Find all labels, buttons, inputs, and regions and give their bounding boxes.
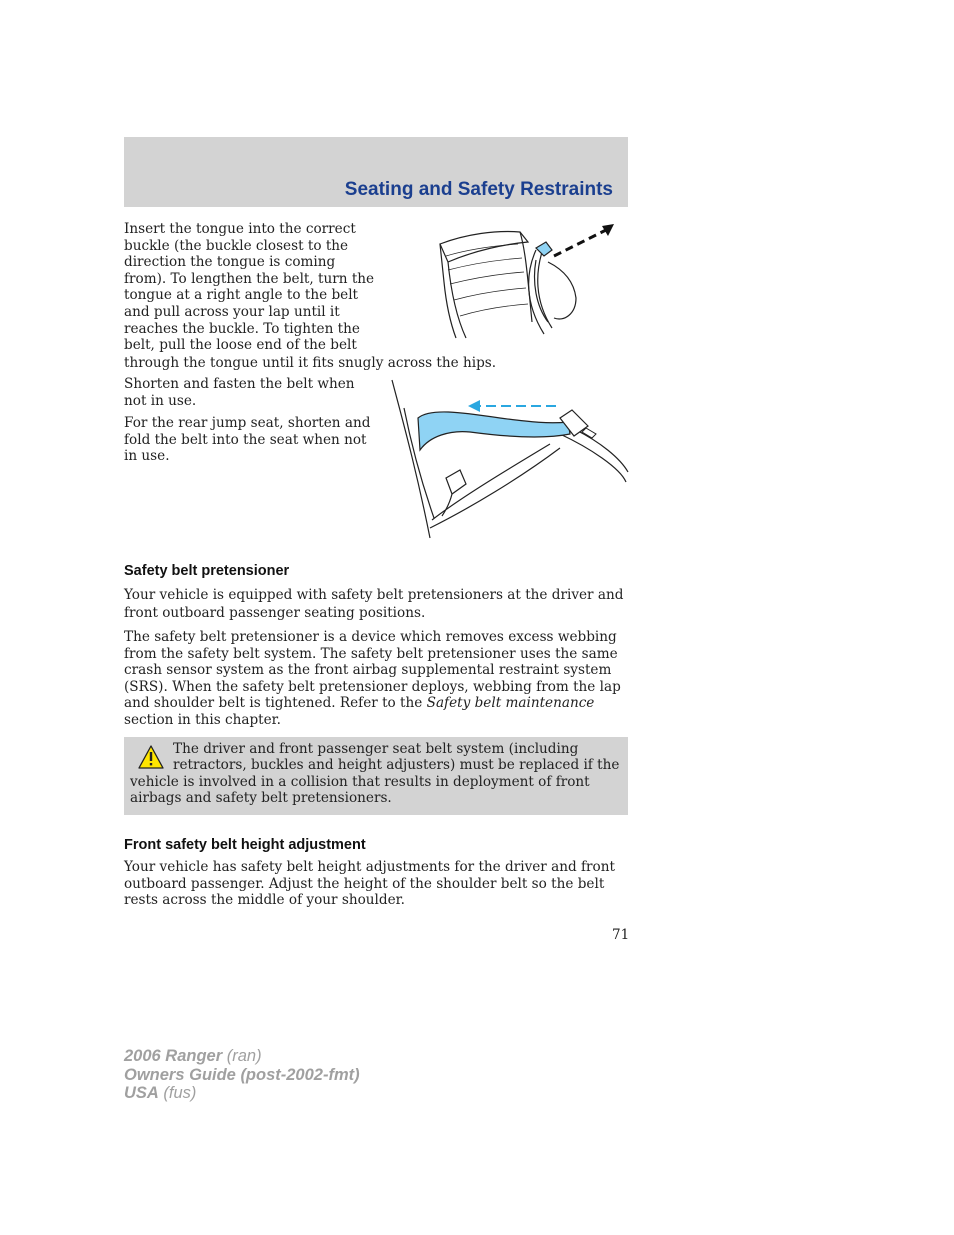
footer-market-code: (fus) bbox=[158, 1084, 197, 1102]
page-number: 71 bbox=[612, 927, 630, 943]
text-line: direction the tongue is coming bbox=[124, 254, 336, 271]
text-line: in use. bbox=[124, 448, 170, 465]
pretensioner-paragraph-2 bbox=[124, 629, 628, 729]
text-line: Your vehicle is equipped with safety belt pretensioners at the driver and bbox=[124, 587, 624, 603]
pretensioner-heading: Safety belt pretensioner bbox=[124, 563, 290, 579]
footer-market: USA bbox=[124, 1084, 159, 1102]
section-header-band bbox=[124, 137, 628, 207]
text-line: reaches the buckle. To tighten the bbox=[124, 320, 360, 337]
document-footer bbox=[124, 1047, 360, 1103]
cross-reference: Safety belt maintenance bbox=[426, 695, 595, 712]
text-line: (SRS). When the safety belt pretensioner deploys, webbing from the lap bbox=[124, 678, 621, 695]
text-line: buckle (the buckle closest to the bbox=[124, 237, 349, 254]
text-line: Your vehicle has safety belt height adjustments for the driver and front bbox=[124, 859, 615, 875]
section-title: Seating and Safety Restraints bbox=[344, 179, 613, 200]
text-line: section in this chapter. bbox=[124, 711, 281, 728]
text-line: fold the belt into the seat when not bbox=[124, 431, 367, 448]
warning-text-line-2: retractors, buckles and height adjusters) must be replaced if the bbox=[173, 757, 620, 773]
text-line: For the rear jump seat, shorten and bbox=[124, 415, 371, 431]
height-adjustment-heading: Front safety belt height adjustment bbox=[124, 837, 366, 853]
shorten-paragraph bbox=[124, 376, 374, 409]
warning-text-line-4: airbags and safety belt pretensioners. bbox=[130, 790, 392, 806]
warning-text-line-3: vehicle is involved in a collision that results in deployment of front bbox=[130, 774, 590, 790]
text-line: Shorten and fasten the belt when bbox=[124, 376, 355, 392]
belt-tongue-illustration bbox=[436, 222, 622, 340]
belt-shorten-illustration bbox=[390, 378, 630, 540]
text-line: from the safety belt system. The safety belt pretensioner uses the same bbox=[124, 645, 618, 662]
footer-model-code: (ran) bbox=[222, 1047, 262, 1065]
footer-guide: Owners Guide (post-2002-fmt) bbox=[124, 1065, 360, 1084]
text-line: from). To lengthen the belt, turn the bbox=[124, 270, 375, 287]
height-adjustment-paragraph bbox=[124, 859, 628, 909]
text-line: not in use. bbox=[124, 392, 197, 409]
text-line: The safety belt pretensioner is a device which removes excess webbing bbox=[124, 629, 617, 645]
footer-line bbox=[124, 1084, 360, 1103]
warning-triangle-icon bbox=[138, 745, 164, 769]
text-line bbox=[124, 695, 628, 712]
warning-box bbox=[124, 737, 628, 815]
text-line: crash sensor system as the front airbag supplemental restraint system bbox=[124, 662, 612, 679]
text-line: outboard passenger. Adjust the height of the shoulder belt so the belt bbox=[124, 875, 605, 892]
footer-line bbox=[124, 1066, 360, 1085]
text-line: through the tongue until it fits snugly across the hips. bbox=[124, 354, 497, 371]
text-line: belt, pull the loose end of the belt bbox=[124, 337, 357, 354]
text-line: and pull across your lap until it bbox=[124, 303, 340, 320]
text-line: Insert the tongue into the correct bbox=[124, 221, 356, 237]
pretensioner-paragraph-1 bbox=[124, 587, 628, 621]
text-line: rests across the middle of your shoulder. bbox=[124, 892, 405, 909]
text-line: front outboard passenger seating positions. bbox=[124, 604, 426, 621]
footer-model: 2006 Ranger bbox=[124, 1047, 223, 1065]
text-span: and shoulder belt is tightened. Refer to the bbox=[124, 695, 427, 712]
text-line: tongue at a right angle to the belt bbox=[124, 287, 359, 304]
warning-text-line-1: The driver and front passenger seat belt system (including bbox=[173, 741, 579, 757]
jump-seat-paragraph bbox=[124, 415, 374, 465]
footer-line bbox=[124, 1047, 360, 1066]
